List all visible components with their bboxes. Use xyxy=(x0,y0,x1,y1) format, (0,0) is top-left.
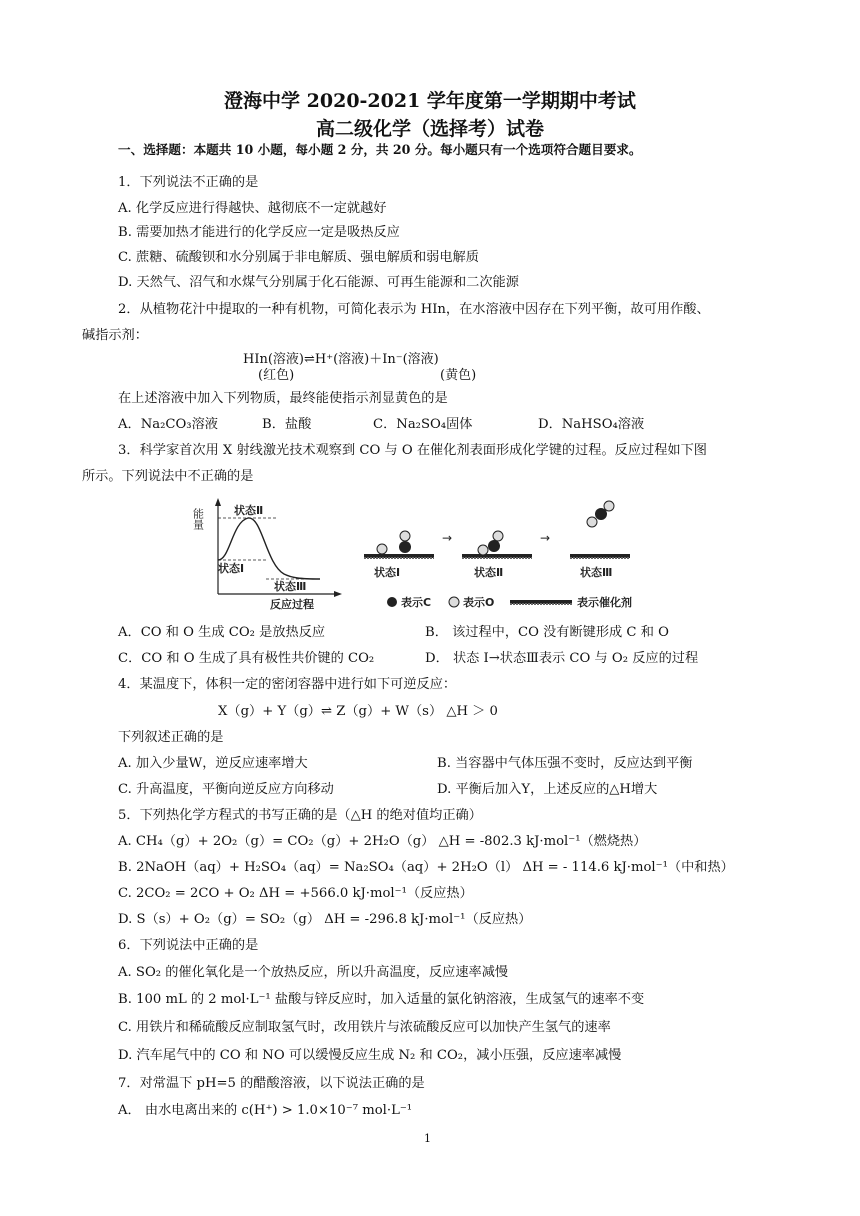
q4-option-a: A. 加入少量W，逆反应速率增大 xyxy=(118,756,308,771)
q1-option-b: B. 需要加热才能进行的化学反应一定是吸热反应 xyxy=(118,225,400,240)
q1-option-d: D. 天然气、沼气和水煤气分别属于化石能源、可再生能源和二次能源 xyxy=(118,275,519,290)
q3-option-c: C．CO 和 O 生成了具有极性共价键的 CO₂ xyxy=(118,651,375,666)
q1-stem: 1．下列说法不正确的是 xyxy=(118,175,259,190)
state1-label: 状态Ⅰ xyxy=(374,566,401,579)
energy-diagram xyxy=(192,498,343,611)
q2-option-a: A．Na₂CO₃溶液 xyxy=(118,417,218,432)
q6-option-b: B. 100 mL 的 2 mol·L⁻¹ 盐酸与锌反应时，加入适量的氯化钠溶液，生成氢气的速率不变 xyxy=(118,992,645,1007)
q6-option-a: A. SO₂ 的催化氧化是一个放热反应，所以升高温度，反应速率减慢 xyxy=(118,965,509,980)
exam-title-line1: 澄海中学 2020-2021 学年度第一学期期中考试 xyxy=(224,90,636,112)
q2-option-c: C．Na₂SO₄固体 xyxy=(373,417,473,432)
x-axis-label: 反应过程 xyxy=(270,598,314,611)
q2-label-red: (红色) xyxy=(258,368,295,383)
q3-option-a: A．CO 和 O 生成 CO₂ 是放热反应 xyxy=(118,625,326,640)
q4-stem: 4．某温度下，体积一定的密闭容器中进行如下可逆反应： xyxy=(118,677,457,692)
section-heading: 一、选择题：本题共 10 小题，每小题 2 分，共 20 分。每小题只有一个选项符合题目要求。 xyxy=(118,142,642,157)
svg-text:→: → xyxy=(540,531,551,545)
q1-option-c: C. 蔗糖、硫酸钡和水分别属于非电解质、强电解质和弱电解质 xyxy=(118,250,479,265)
energy-label-state2: 状态Ⅱ xyxy=(234,504,264,517)
q5-option-a: A. CH₄（g）+ 2O₂（g）= CO₂（g）+ 2H₂O（g） △H = -802.3 kJ·mol⁻¹（燃烧热） xyxy=(118,834,647,849)
q2-stem-line2: 碱指示剂： xyxy=(82,328,148,343)
state1-illustration xyxy=(364,531,434,579)
q6-option-c: C. 用铁片和稀硫酸反应制取氢气时，改用铁片与浓硫酸反应可以加快产生氢气的速率 xyxy=(118,1020,611,1035)
q4-option-d: D. 平衡后加入Y，上述反应的△H增大 xyxy=(437,782,658,797)
q4-option-c: C. 升高温度，平衡向逆反应方向移动 xyxy=(118,782,334,797)
exam-title-line2: 高二级化学（选择考）试卷 xyxy=(315,118,544,140)
q4-question: 下列叙述正确的是 xyxy=(118,730,224,745)
q3-option-d: D． 状态 Ⅰ→状态Ⅲ表示 CO 与 O₂ 反应的过程 xyxy=(425,651,699,666)
q3-option-b: B． 该过程中，CO 没有断键形成 C 和 O xyxy=(425,625,669,640)
q5-option-b: B. 2NaOH（aq）+ H₂SO₄（aq）= Na₂SO₄（aq）+ 2H₂O（l） ΔH = - 114.6 kJ·mol⁻¹（中和热） xyxy=(118,860,734,875)
reaction-process-figure xyxy=(191,494,666,614)
q2-option-d: D．NaHSO₄溶液 xyxy=(538,417,645,432)
q2-question: 在上述溶液中加入下列物质，最终能使指示剂显黄色的是 xyxy=(118,391,448,406)
legend-carbon: 表示C xyxy=(401,596,432,609)
q7-option-a: A． 由水电离出来的 c(H⁺) > 1.0×10⁻⁷ mol·L⁻¹ xyxy=(118,1103,413,1118)
energy-label-state3: 状态Ⅲ xyxy=(274,580,307,593)
state3-illustration xyxy=(570,501,630,579)
q7-stem: 7．对常温下 pH=5 的醋酸溶液，以下说法正确的是 xyxy=(118,1076,425,1091)
legend-catalyst: 表示催化剂 xyxy=(577,596,632,609)
svg-text:→: → xyxy=(442,531,453,545)
state3-label: 状态Ⅲ xyxy=(580,566,613,579)
q6-stem: 6．下列说法中正确的是 xyxy=(118,938,259,953)
q2-label-yellow: (黄色) xyxy=(440,368,477,383)
q3-stem-line1: 3．科学家首次用 X 射线激光技术观察到 CO 与 O 在催化剂表面形成化学键的过程。反应过程如下图 xyxy=(118,443,707,458)
q3-stem-line2: 所示。下列说法中不正确的是 xyxy=(82,469,254,484)
q5-option-d: D. S（s）+ O₂（g）= SO₂（g） ΔH = -296.8 kJ·mol⁻¹（反应热） xyxy=(118,912,532,927)
q5-stem: 5．下列热化学方程式的书写正确的是（△H 的绝对值均正确） xyxy=(118,808,482,823)
q2-option-b: B．盐酸 xyxy=(262,417,312,432)
energy-label-state1: 状态Ⅰ xyxy=(218,562,245,575)
q6-option-d: D. 汽车尾气中的 CO 和 NO 可以缓慢反应生成 N₂ 和 CO₂，减小压强，反应速率减慢 xyxy=(118,1048,622,1063)
q2-equation: HIn(溶液)⇌H⁺(溶液)＋In⁻(溶液) xyxy=(243,352,439,367)
q2-stem-line1: 2．从植物花汁中提取的一种有机物，可简化表示为 HIn，在水溶液中因存在下列平衡，故可用作酸、 xyxy=(118,302,710,317)
q5-option-c: C. 2CO₂ = 2CO + O₂ ΔH = +566.0 kJ·mol⁻¹（反应热） xyxy=(118,886,473,901)
page-number: 1 xyxy=(424,1132,431,1145)
q4-equation: X（g）+ Y（g）⇌ Z（g）+ W（s） △H ＞ 0 xyxy=(218,704,498,719)
legend-oxygen: 表示O xyxy=(463,596,495,609)
figure-legend xyxy=(387,595,632,609)
state2-illustration xyxy=(462,531,532,579)
q4-option-b: B. 当容器中气体压强不变时，反应达到平衡 xyxy=(437,756,693,771)
q1-option-a: A. 化学反应进行得越快、越彻底不一定就越好 xyxy=(118,201,387,216)
y-axis-label: 能量 xyxy=(191,508,205,530)
state2-label: 状态Ⅱ xyxy=(474,566,504,579)
